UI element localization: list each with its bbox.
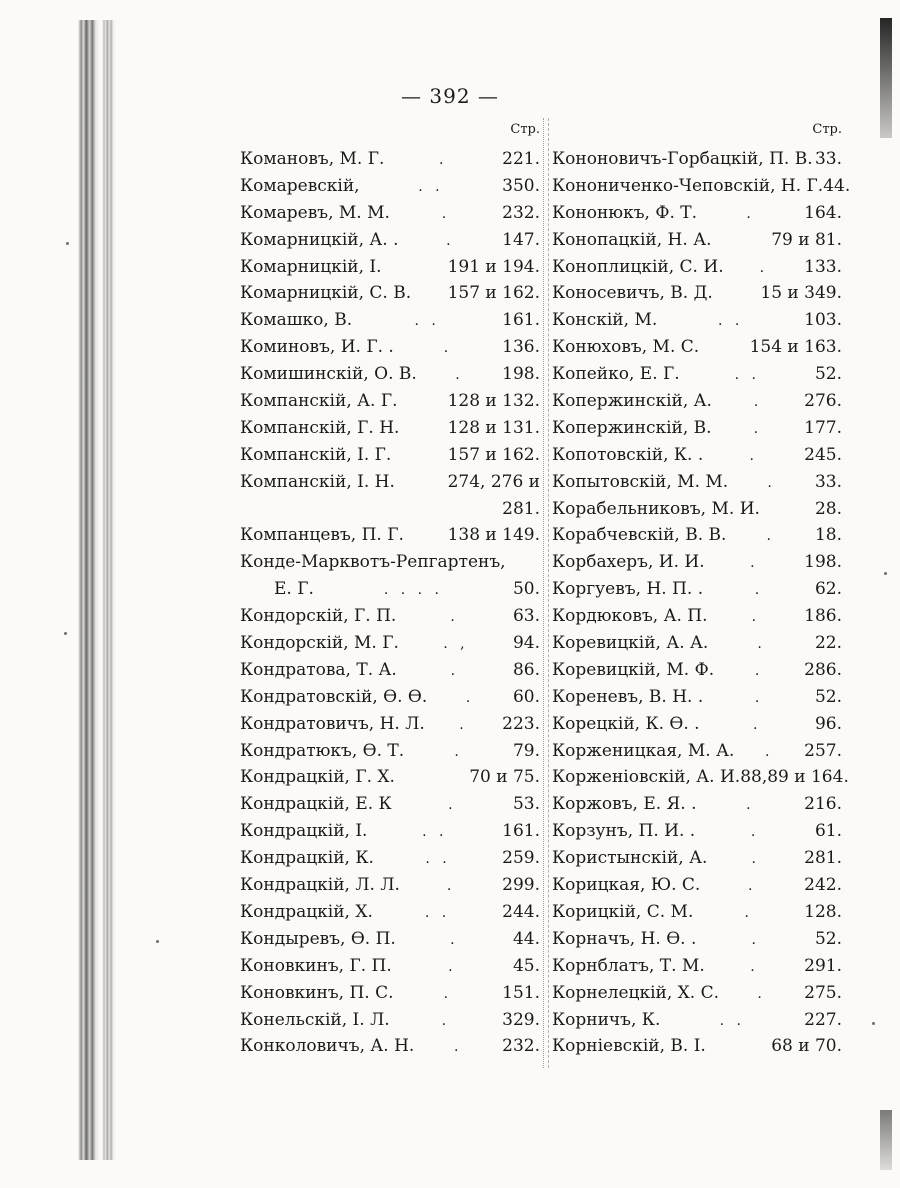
entry-page-ref: 198. [804,552,842,573]
entry-name: Компанскій, А. Г. [240,391,398,412]
index-entry [552,872,842,899]
entry-leader-dots: . [455,367,464,384]
index-entry [552,953,842,980]
entry-page-ref: 161. [502,310,540,331]
index-column-right [552,120,851,1060]
entry-leader-dots: . [454,743,463,760]
index-entry [240,227,540,254]
entry-page-ref: 244. [502,901,540,922]
index-entry [552,603,842,630]
entry-leader-dots: . [750,824,760,841]
entry-name: Корицкій, С. М. [552,901,694,922]
index-entry [552,522,842,549]
entry-page-ref: 128 и 132. [447,391,540,412]
entry-page-ref: 60. [512,686,540,707]
scan-speck [156,940,159,943]
entry-leader-dots: . [751,851,760,868]
index-entry [552,442,842,469]
index-entry [552,1007,842,1034]
entry-leader-dots: . [746,797,755,814]
entry-name: Корженицкая, М. А. [552,740,735,761]
entry-page-ref: 274, 276 и [447,471,540,492]
entry-page-ref: 44. [512,928,540,949]
binding-edge-right-top [880,18,892,138]
index-entry [552,657,842,684]
entry-leader-dots: . [450,931,459,948]
index-entry [552,361,842,388]
entry-page-ref: 177. [804,417,842,438]
entry-name: Корицкая, Ю. С. [552,875,701,896]
entry-page-ref: 44. [823,175,851,196]
entry-leader-dots: . . [734,367,760,384]
entry-leader-dots: . [754,582,764,599]
entry-leader-dots: . [766,528,775,545]
index-entry [552,980,842,1007]
index-entry [240,1033,540,1060]
entry-name: Корабельниковъ, М. И. [552,498,760,519]
entry-name: Кондрацкій, Л. Л. [240,875,400,896]
entry-name: Компанскій, Г. Н. [240,417,400,438]
entry-name: Корніевскій, В. І. [552,1036,706,1057]
index-entry [552,200,842,227]
index-column-left [240,120,540,1060]
index-entry [552,845,842,872]
entry-leader-dots: . . [719,1012,745,1029]
entry-page-ref: 70 и 75. [469,767,540,788]
entry-page-ref: 88,89 и 164. [740,767,849,788]
entry-page-ref: 52. [814,928,842,949]
entry-page-ref: 50. [512,579,540,600]
entry-name: Конопацкій, Н. А. [552,229,712,250]
entry-name: Копержинскій, А. [552,391,712,412]
column-divider [543,118,549,1068]
index-entry [240,657,540,684]
entry-leader-dots: . [753,394,763,411]
index-entry [552,388,842,415]
entry-page-ref: 147. [502,229,540,250]
entry-leader-dots: . . [414,313,440,330]
index-entry [552,576,842,603]
entry-page-ref: 22. [814,633,842,654]
index-entry [552,307,842,334]
entry-name: Кордюковъ, А. П. [552,606,708,627]
entry-page-ref: 15 и 349. [760,283,842,304]
index-entry [552,334,842,361]
entry-leader-dots: . [744,904,753,921]
entry-page-ref: 259. [502,848,540,869]
entry-name: Комишинскій, О. В. [240,364,417,385]
entry-name: Комарницкій, А. . [240,229,399,250]
entry-page-ref: 28. [814,498,842,519]
scan-speck [884,572,887,575]
index-entry [240,173,540,200]
entry-leader-dots: . [448,797,457,814]
page-column-header: Стр. [510,122,540,137]
entry-page-ref: 79 и 81. [771,229,842,250]
index-entry [240,522,540,549]
entry-name: Кононюкъ, Ф. Т. [552,202,697,223]
entry-name: Корничъ, К. [552,1009,661,1030]
index-entry [240,791,540,818]
index-entry [240,630,540,657]
entry-page-ref: 103. [804,310,842,331]
entry-leader-dots: . [465,689,475,706]
entry-leader-dots: . . [718,313,744,330]
entry-page-ref: 257. [804,740,842,761]
entry-leader-dots: . [443,985,453,1002]
entry-leader-dots: . . [422,824,448,841]
entry-name: Кондратова, Т. А. [240,659,397,680]
entry-name: Кондрацкій, Е. К [240,794,392,815]
index-entry [552,791,842,818]
entry-leader-dots: . [746,205,755,222]
entry-name: Конскій, М. [552,310,658,331]
entry-leader-dots: . [446,878,456,895]
entry-name: Коревицкій, А. А. [552,633,709,654]
entry-page-ref: 242. [804,875,842,896]
entry-page-ref: 275. [804,982,842,1003]
entry-page-ref: 151. [502,982,540,1003]
entry-leader-dots: . [750,958,759,975]
entry-name: Комаревъ, М. М. [240,202,390,223]
entry-page-ref: 216. [804,794,842,815]
entry-name: Кондратовскій, Ѳ. Ѳ. [240,686,428,707]
entry-leader-dots: . [765,743,774,760]
entry-page-ref: 133. [804,256,842,277]
entry-leader-dots: . , [443,636,469,653]
index-entry [240,549,540,576]
entry-name: Кондорскій, М. Г. [240,633,399,654]
entry-leader-dots: . [443,340,453,357]
entry-leader-dots: . [446,232,455,249]
entry-page-ref: 232. [502,202,540,223]
entry-page-ref: 329. [502,1009,540,1030]
entry-page-ref: 79. [512,740,540,761]
entry-page-ref: 350. [502,175,540,196]
index-entry [552,926,842,953]
entry-name: Кондратюкъ, Ѳ. Т. [240,740,405,761]
entry-name: Кононовичъ-Горбацкій, П. В. [552,149,813,169]
index-entry [240,388,540,415]
entry-leader-dots: . [459,716,468,733]
entry-leader-dots: . . [418,178,444,195]
entry-list [240,146,540,1060]
entry-leader-dots: . . [424,904,451,921]
entry-name: Кондрацкій, Х. [240,901,373,922]
index-entry [240,469,540,496]
entry-page-ref: 191 и 194. [447,256,540,277]
entry-name: Корнблатъ, Т. М. [552,955,705,976]
scan-speck [872,1022,875,1025]
entry-page-ref: 157 и 162. [447,283,540,304]
entry-name: Корзунъ, П. И. . [552,821,696,842]
entry-page-ref: 136. [502,337,540,358]
entry-page-ref: 164. [804,202,842,223]
entry-leader-dots: . [753,420,763,437]
entry-leader-dots: . [450,662,460,679]
entry-leader-dots: . [759,259,769,276]
entry-name: Копержинскій, В. [552,417,712,438]
entry-page-ref: 53. [512,794,540,815]
index-entry [240,1007,540,1034]
entry-page-ref: 86. [512,659,540,680]
entry-page-ref: 62. [814,579,842,600]
index-entry [552,711,842,738]
entry-leader-dots: . [441,205,451,222]
entry-name: Коргуевъ, Н. П. . [552,579,704,600]
index-entry [240,953,540,980]
entry-page-ref: 299. [502,875,540,896]
index-entry [240,980,540,1007]
entry-name: Коржовъ, Е. Я. . [552,794,697,815]
entry-name: Кондыревъ, Ѳ. П. [240,928,396,949]
entry-page-ref: 63. [512,606,540,627]
entry-name: Коновкинъ, Г. П. [240,955,392,976]
entry-page-ref: 281. [804,848,842,869]
entry-page-ref: 52. [814,686,842,707]
entry-name: Корженіовскій, А. И. [552,767,741,788]
index-entry [240,361,540,388]
entry-page-ref: 138 и 149. [447,525,540,546]
entry-leader-dots: . [754,662,764,679]
entry-name: Коноплицкій, С. И. [552,256,724,277]
entry-leader-dots: . [750,555,759,572]
entry-page-ref: 286. [804,659,842,680]
entry-name: Користынскій, А. [552,848,708,869]
entry-page-ref: 186. [804,606,842,627]
binding-edge-left-inner [102,20,116,1160]
entry-page-ref: 276. [804,391,842,412]
entry-name: Компанцевъ, П. Г. [240,525,404,546]
page-column-header: Стр. [812,122,842,137]
page-number: — 392 — [401,84,499,108]
binding-edge-right-bottom [880,1110,892,1170]
entry-name: Комаревскій, [240,175,360,196]
index-entry [552,415,842,442]
entry-page-ref: 232. [502,1036,540,1057]
entry-page-ref: 227. [804,1009,842,1030]
index-entry [552,1033,842,1060]
index-entry [552,146,842,173]
index-entry [552,469,842,496]
entry-list [552,146,851,1060]
index-entry [240,334,540,361]
entry-name: Кондрацкій, І. [240,821,368,842]
index-entry [240,442,540,469]
entry-page-ref: 52. [814,364,842,385]
entry-leader-dots: . [753,716,762,733]
index-entry [240,818,540,845]
entry-page-ref: 157 и 162. [447,444,540,465]
index-entry [552,684,842,711]
entry-leader-dots: . [751,931,760,948]
entry-name: Коминовъ, И. Г. . [240,337,394,358]
index-entry [240,738,540,765]
entry-leader-dots: . . . . [383,582,443,599]
index-entry [552,173,851,200]
entry-name: Кондрацкій, Г. Х. [240,767,395,788]
index-entry [552,280,842,307]
entry-name: Копотовскій, К. . [552,444,704,465]
entry-name: Комановъ, М. Г. [240,149,385,169]
entry-leader-dots: . [757,636,766,653]
index-entry [240,872,540,899]
entry-leader-dots: . [448,958,457,975]
entry-name: Конельскій, І. Л. [240,1009,390,1030]
entry-name: Коносевичъ, В. Д. [552,283,713,304]
entry-name: Е. Г. [274,579,314,600]
entry-page-ref: 33. [814,149,842,169]
index-entry [552,496,842,523]
entry-name: Комарницкій, С. В. [240,283,412,304]
entry-leader-dots: . [748,878,757,895]
entry-page-ref: 198. [502,364,540,385]
index-entry [240,603,540,630]
entry-page-ref: 245. [804,444,842,465]
index-entry [240,764,540,791]
scan-speck [64,632,67,635]
entry-name: Компанскій, І. Г. [240,444,392,465]
entry-page-ref: 61. [814,821,842,842]
entry-name: Корецкій, К. Ѳ. . [552,713,700,734]
index-entry [552,818,842,845]
entry-name: Копейко, Е. Г. [552,364,680,385]
entry-name: Копытовскій, М. М. [552,471,729,492]
entry-leader-dots: . [450,609,459,626]
index-entry [552,630,842,657]
index-entry [240,576,540,603]
entry-name: Кондрацкій, К. [240,848,374,869]
entry-name: Корабчевскій, В. В. [552,525,727,546]
scan-speck [66,242,69,245]
index-entry [552,549,842,576]
entry-page-ref: 96. [814,713,842,734]
entry-page-ref: 161. [502,821,540,842]
index-entry [552,738,842,765]
entry-leader-dots: . [757,985,766,1002]
index-entry [240,307,540,334]
entry-leader-dots: . [767,474,776,491]
entry-page-ref: 68 и 70. [771,1036,842,1057]
entry-page-ref: 45. [512,955,540,976]
entry-name: Конде-Марквотъ-Репгартенъ, [240,552,506,573]
entry-leader-dots: . [754,689,764,706]
entry-page-ref: 94. [512,633,540,654]
entry-name: Кондорскій, Г. П. [240,606,397,627]
entry-leader-dots: . [751,609,761,626]
entry-page-ref: 223. [502,713,540,734]
index-entry [240,496,540,523]
binding-edge-left [78,20,100,1160]
entry-name: Конколовичъ, А. Н. [240,1036,415,1057]
index-entry [240,899,540,926]
entry-leader-dots: . [439,152,448,168]
entry-name: Конониченко-Чеповскій, Н. Г. [552,175,824,196]
entry-page-ref: 281. [502,498,540,519]
index-entry [552,227,842,254]
entry-leader-dots: . [749,447,758,464]
entry-name: Корнелецкій, Х. С. [552,982,719,1003]
index-entry [240,200,540,227]
entry-page-ref: 33. [814,471,842,492]
entry-name: Коновкинъ, П. С. [240,982,394,1003]
entry-page-ref: 128 и 131. [447,417,540,438]
entry-name: Конюховъ, М. С. [552,337,700,358]
index-entry [240,254,540,281]
index-entry [240,711,540,738]
entry-name: Комашко, В. [240,310,353,331]
index-entry [552,764,849,791]
index-entry [552,254,842,281]
entry-page-ref: 128. [804,901,842,922]
entry-name: Компанскій, І. Н. [240,471,395,492]
index-entry [240,926,540,953]
entry-leader-dots: . [453,1039,463,1056]
entry-name: Кореневъ, В. Н. . [552,686,704,707]
entry-name: Корбахеръ, И. И. [552,552,705,573]
entry-name: Коревицкій, М. Ф. [552,659,715,680]
entry-page-ref: 154 и 163. [749,337,842,358]
index-entry [240,684,540,711]
entry-name: Комарницкій, І. [240,256,382,277]
entry-page-ref: 291. [804,955,842,976]
index-entry [240,845,540,872]
entry-page-ref: 18. [814,525,842,546]
entry-name: Кондратовичъ, Н. Л. [240,713,425,734]
entry-name: Корначъ, Н. Ѳ. . [552,928,697,949]
entry-leader-dots: . . [425,851,451,868]
index-entry [240,146,540,173]
index-entry [552,899,842,926]
index-entry [240,415,540,442]
entry-leader-dots: . [441,1012,451,1029]
entry-page-ref: 221. [502,149,540,169]
index-entry [240,280,540,307]
